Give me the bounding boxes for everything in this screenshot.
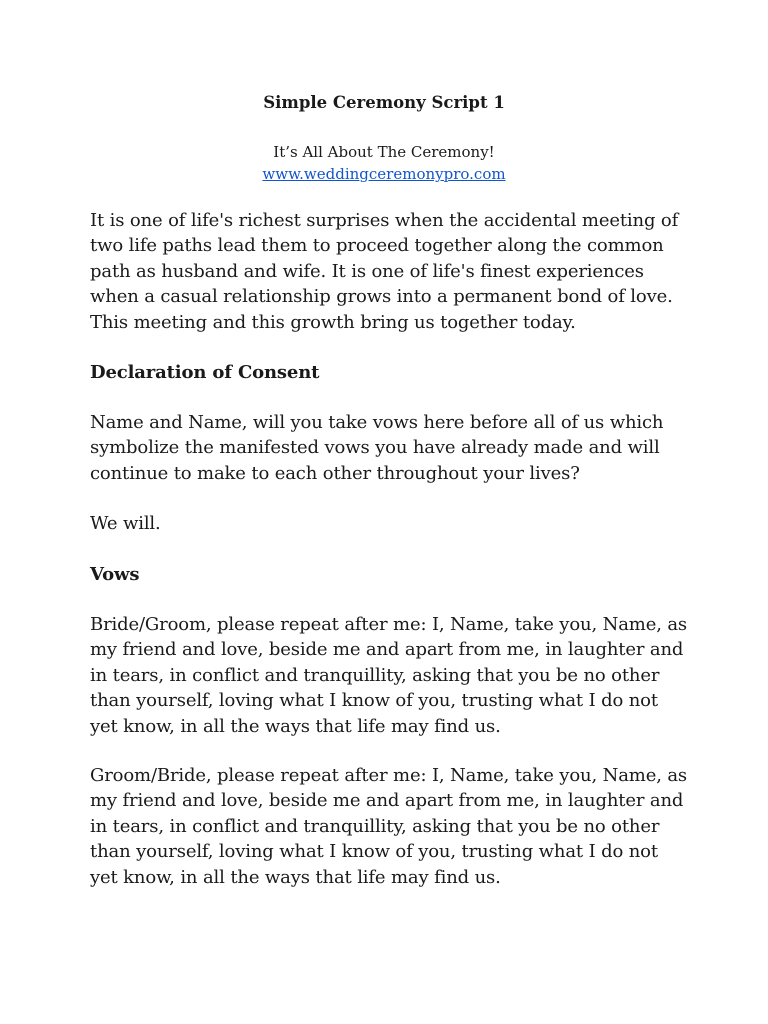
vows-heading: Vows: [90, 564, 140, 585]
consent-response: We will.: [90, 513, 161, 534]
website-link-container: [0, 163, 768, 185]
website-link[interactable]: www.weddingceremonypro.com: [262, 165, 506, 183]
consent-heading: Declaration of Consent: [90, 362, 320, 383]
vow-paragraph-2: Groom/Bride, please repeat after me: I, Name, take you, Name, as my friend and love, beside me and apart from me, in laughter and in tears, in conflict and tranquillity, asking that you be no other than yourself, loving what I know of you, trusting what I do not yet know, in all the ways that life may find us.: [90, 765, 688, 888]
vow-paragraph-1: Bride/Groom, please repeat after me: I, Name, take you, Name, as my friend and love, beside me and apart from me, in laughter and in tears, in conflict and tranquillity, asking that you be no other than yourself, loving what I know of you, trusting what I do not yet know, in all the ways that life may find us.: [90, 614, 688, 737]
document-title: Simple Ceremony Script 1: [263, 93, 505, 112]
intro-paragraph: It is one of life's richest surprises when the accidental meeting of two life paths lead them to proceed together along the common path as husband and wife. It is one of life's finest experiences when a casual relationship grows into a permanent bond of love. This meeting and this growth bring us together today.: [90, 210, 679, 333]
consent-paragraph: Name and Name, will you take vows here before all of us which symbolize the manifested vows you have already made and will continue to make to each other throughout your lives?: [90, 412, 664, 484]
document-tagline: It’s All About The Ceremony!: [273, 143, 495, 161]
